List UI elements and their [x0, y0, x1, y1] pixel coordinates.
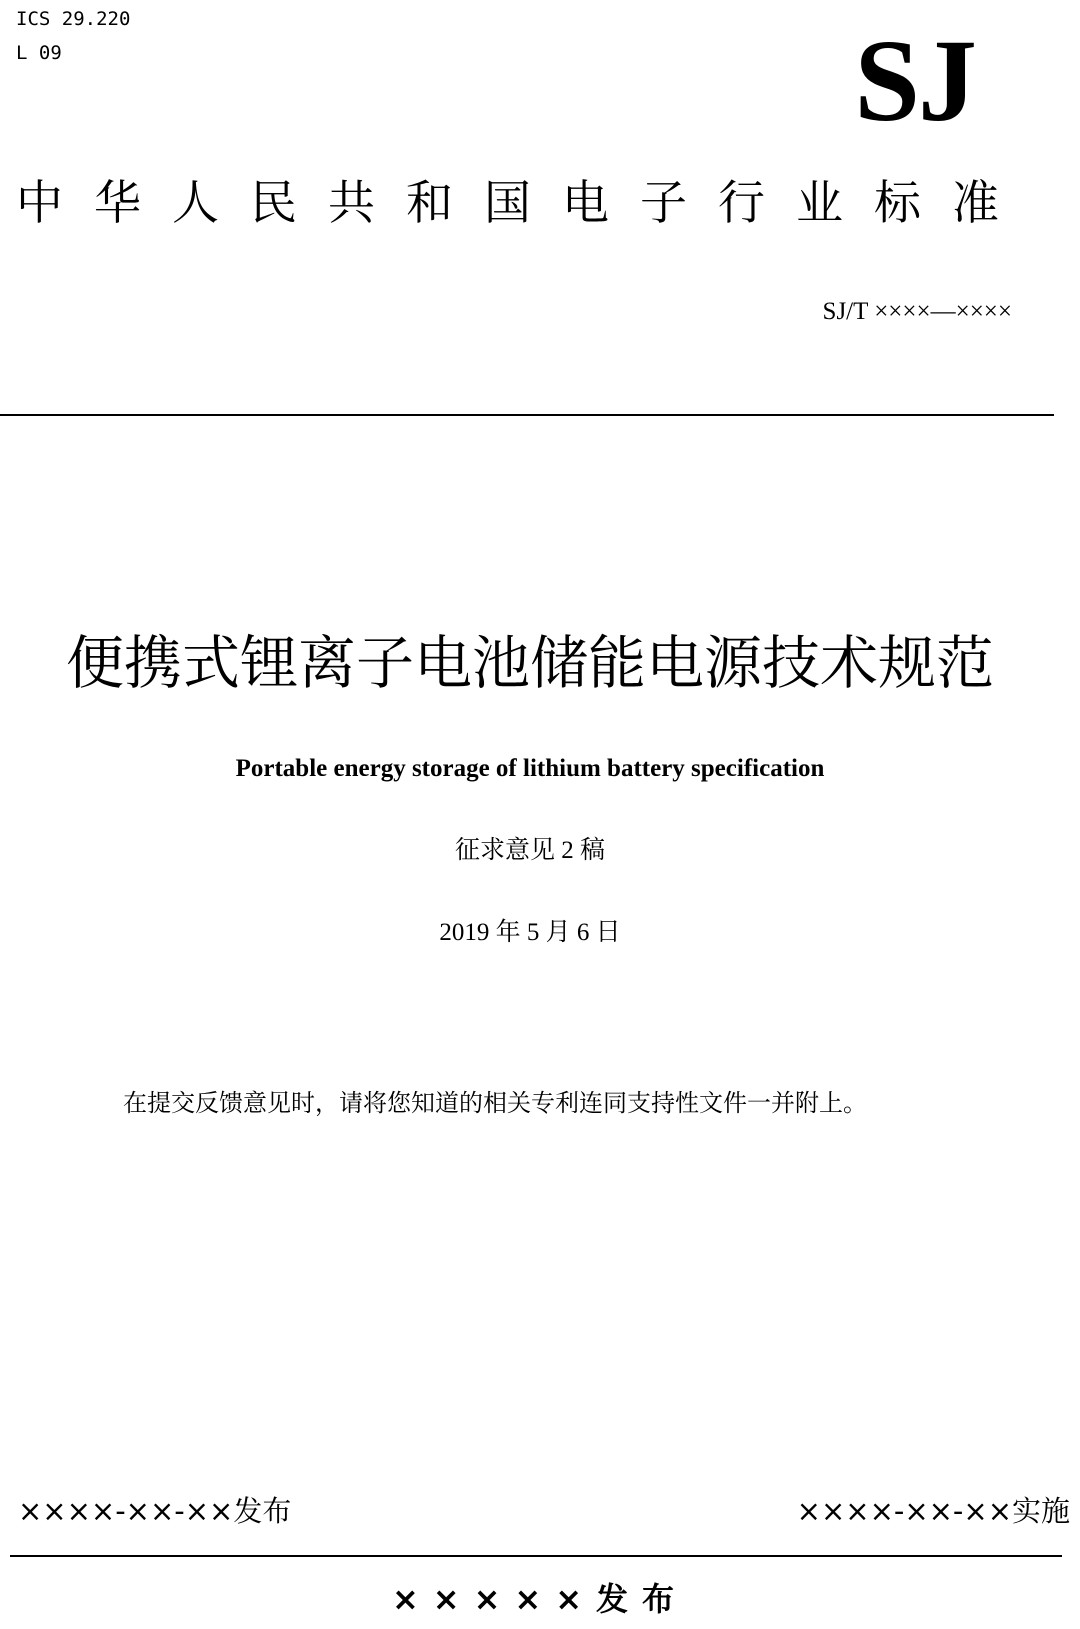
ics-code: ICS 29.220	[16, 8, 131, 30]
draft-label: 征求意见 2 稿	[454, 837, 605, 864]
sj-logo: SJ	[854, 15, 975, 146]
issue-date: ××××-××-××发布	[18, 1494, 292, 1528]
standard-number: SJ/T ××××—××××	[822, 298, 1012, 325]
bottom-divider	[10, 1555, 1062, 1557]
standard-title: 中华人民共和国电子行业标准	[16, 176, 1030, 231]
publisher: ×××××发布	[391, 1580, 689, 1618]
top-divider	[0, 414, 1054, 416]
classification-code: L 09	[16, 42, 62, 64]
implementation-date: ××××-××-××实施	[796, 1494, 1070, 1528]
document-title-en: Portable energy storage of lithium battery specification	[235, 755, 825, 782]
draft-date: 2019 年 5 月 6 日	[439, 919, 621, 946]
document-title-zh: 便携式锂离子电池储能电源技术规范	[65, 629, 994, 697]
patent-notice: 在提交反馈意见时，请将您知道的相关专利连同支持性文件一并附上。	[123, 1089, 867, 1117]
